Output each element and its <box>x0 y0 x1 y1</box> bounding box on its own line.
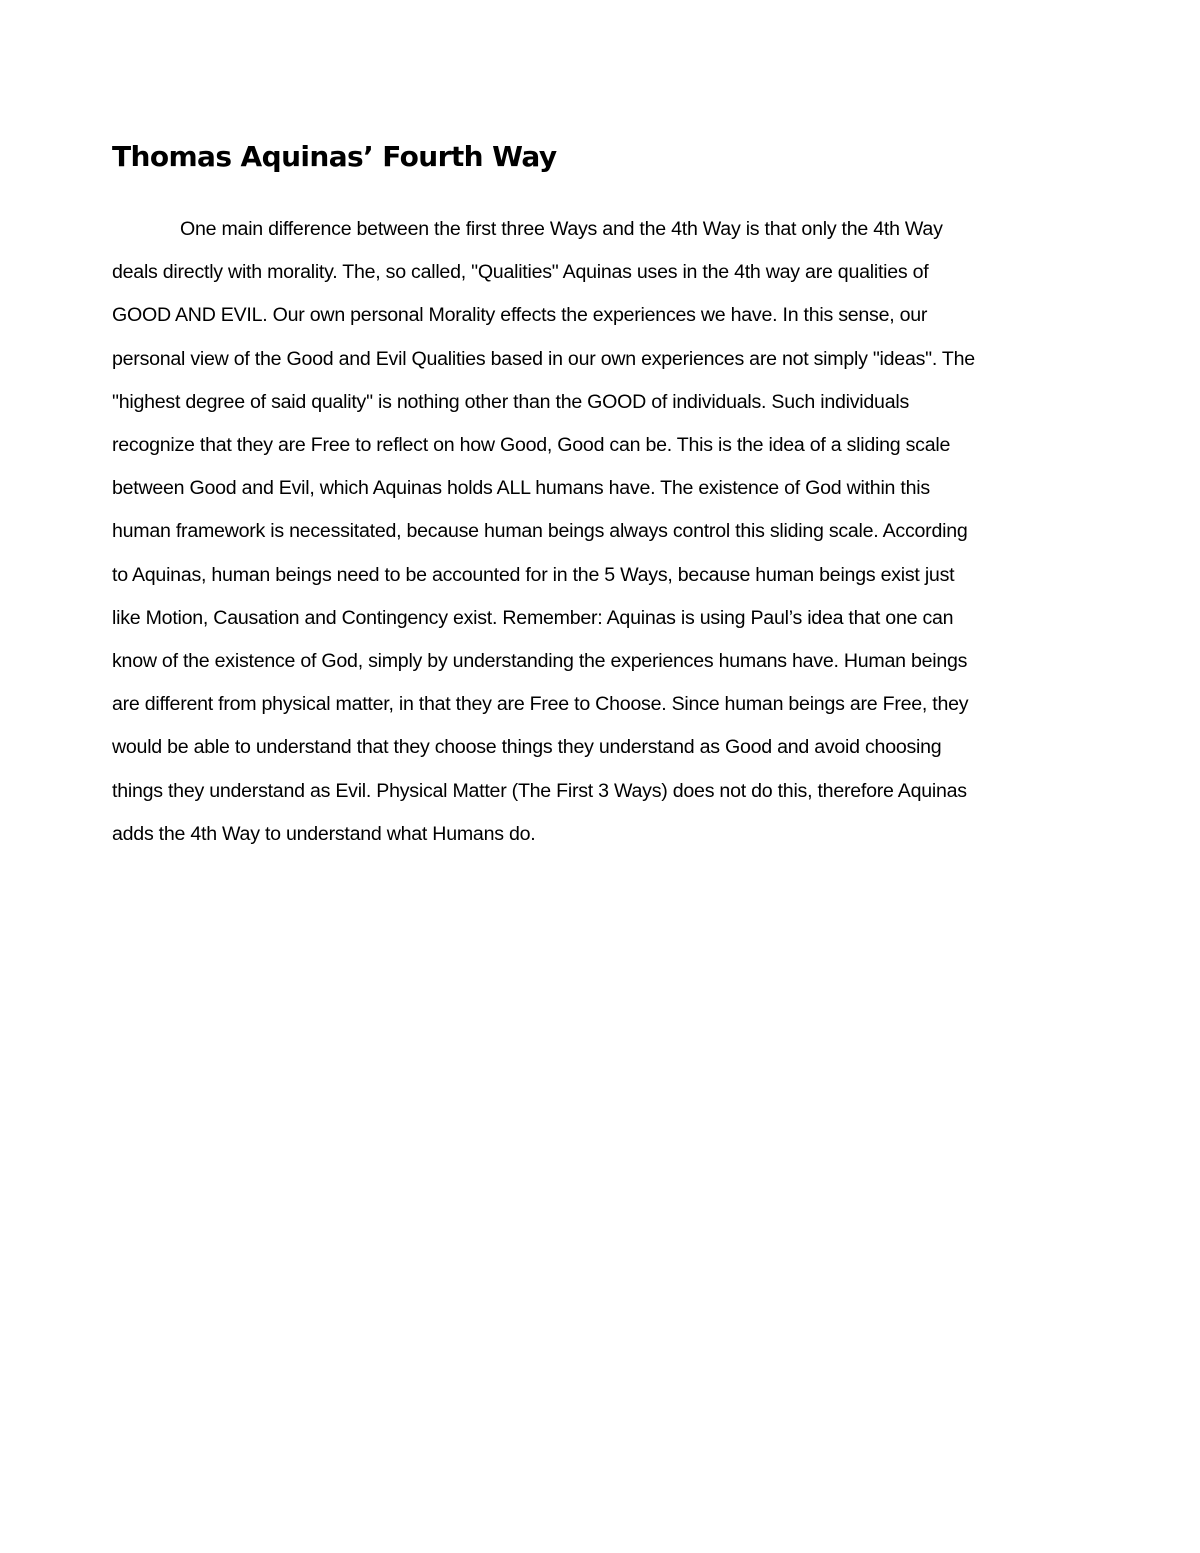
paragraph-line: One main difference between the first three Ways and the 4th Way is that only the 4th Way <box>180 218 943 240</box>
paragraph-line: personal view of the Good and Evil Qualities based in our own experiences are not simply "ideas". The <box>112 347 975 370</box>
paragraph-line: recognize that they are Free to reflect on how Good, Good can be. This is the idea of a sliding scale <box>112 434 951 457</box>
document-title: Thomas Aquinas’ Fourth Way <box>112 140 557 173</box>
body-paragraph <box>112 208 1102 856</box>
paragraph-line: know of the existence of God, simply by understanding the experiences humans have. Human beings <box>112 650 968 673</box>
paragraph-line: are different from physical matter, in that they are Free to Choose. Since human beings are Free, they <box>112 693 969 716</box>
paragraph-line: would be able to understand that they choose things they understand as Good and avoid choosing <box>112 736 942 759</box>
paragraph-line: things they understand as Evil. Physical Matter (The First 3 Ways) does not do this, therefore Aquinas <box>112 779 967 802</box>
paragraph-line: "highest degree of said quality" is nothing other than the GOOD of individuals. Such individuals <box>112 390 910 413</box>
paragraph-line: like Motion, Causation and Contingency exist. Remember: Aquinas is using Paul’s idea that one can <box>112 606 954 629</box>
paragraph-line: to Aquinas, human beings need to be accounted for in the 5 Ways, because human beings exist just <box>112 563 955 586</box>
paragraph-line: adds the 4th Way to understand what Humans do. <box>112 822 536 845</box>
paragraph-line: human framework is necessitated, because human beings always control this sliding scale. According <box>112 520 968 543</box>
paragraph-line: GOOD AND EVIL. Our own personal Morality effects the experiences we have. In this sense, our <box>112 304 928 327</box>
paragraph-line: between Good and Evil, which Aquinas holds ALL humans have. The existence of God within this <box>112 477 930 500</box>
paragraph-line: deals directly with morality. The, so called, "Qualities" Aquinas uses in the 4th way are qualities of <box>112 261 929 284</box>
